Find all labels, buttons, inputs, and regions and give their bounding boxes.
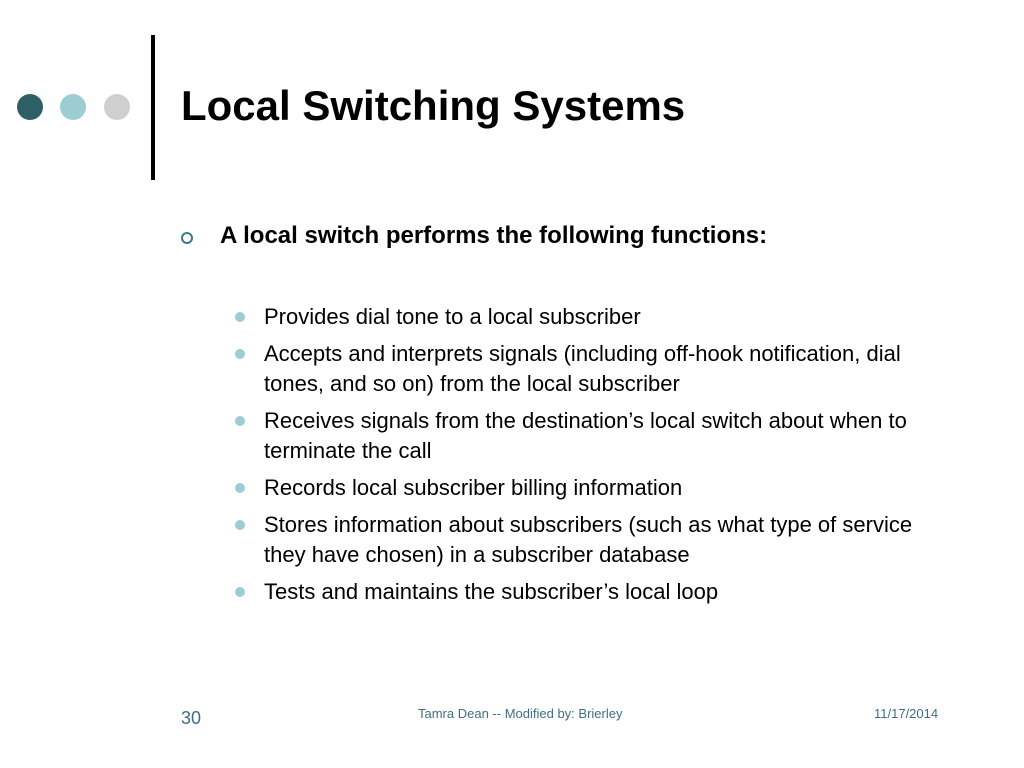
list-item	[233, 339, 953, 399]
list-item	[233, 577, 953, 607]
list-item-text: Records local subscriber billing information	[264, 475, 683, 500]
bullet-dot-icon	[235, 416, 245, 426]
bullet-dot-icon	[235, 483, 245, 493]
list-item-text: Accepts and interprets signals (including off-hook notification, dial tones, and so on) from the local subscriber	[264, 341, 901, 396]
bullet-dot-icon	[235, 587, 245, 597]
list-item-text: Provides dial tone to a local subscriber	[264, 304, 641, 329]
bullet-dot-icon	[235, 520, 245, 530]
ring-bullet-icon	[181, 232, 193, 244]
bullet-dot-icon	[235, 349, 245, 359]
list-item-text: Tests and maintains the subscriber’s local loop	[264, 579, 719, 604]
bullet-list	[233, 302, 953, 614]
title-divider	[151, 35, 155, 180]
list-item-text: Stores information about subscribers (such as what type of service they have chosen) in a subscriber database	[264, 512, 913, 567]
list-item	[233, 510, 953, 570]
dot-gray	[104, 94, 130, 120]
slide-title: Local Switching Systems	[181, 82, 686, 129]
footer-date: 11/17/2014	[874, 706, 939, 721]
list-item-text: Receives signals from the destination’s local switch about when to terminate the call	[264, 408, 907, 463]
bullet-dot-icon	[235, 312, 245, 322]
dot-dark	[17, 94, 43, 120]
level1-text: A local switch performs the following functions:	[220, 222, 768, 249]
page-number: 30	[181, 708, 202, 728]
dot-light	[60, 94, 86, 120]
list-item	[233, 406, 953, 466]
list-item	[233, 302, 953, 332]
list-item	[233, 473, 953, 503]
footer-author: Tamra Dean -- Modified by: Brierley	[418, 706, 623, 721]
